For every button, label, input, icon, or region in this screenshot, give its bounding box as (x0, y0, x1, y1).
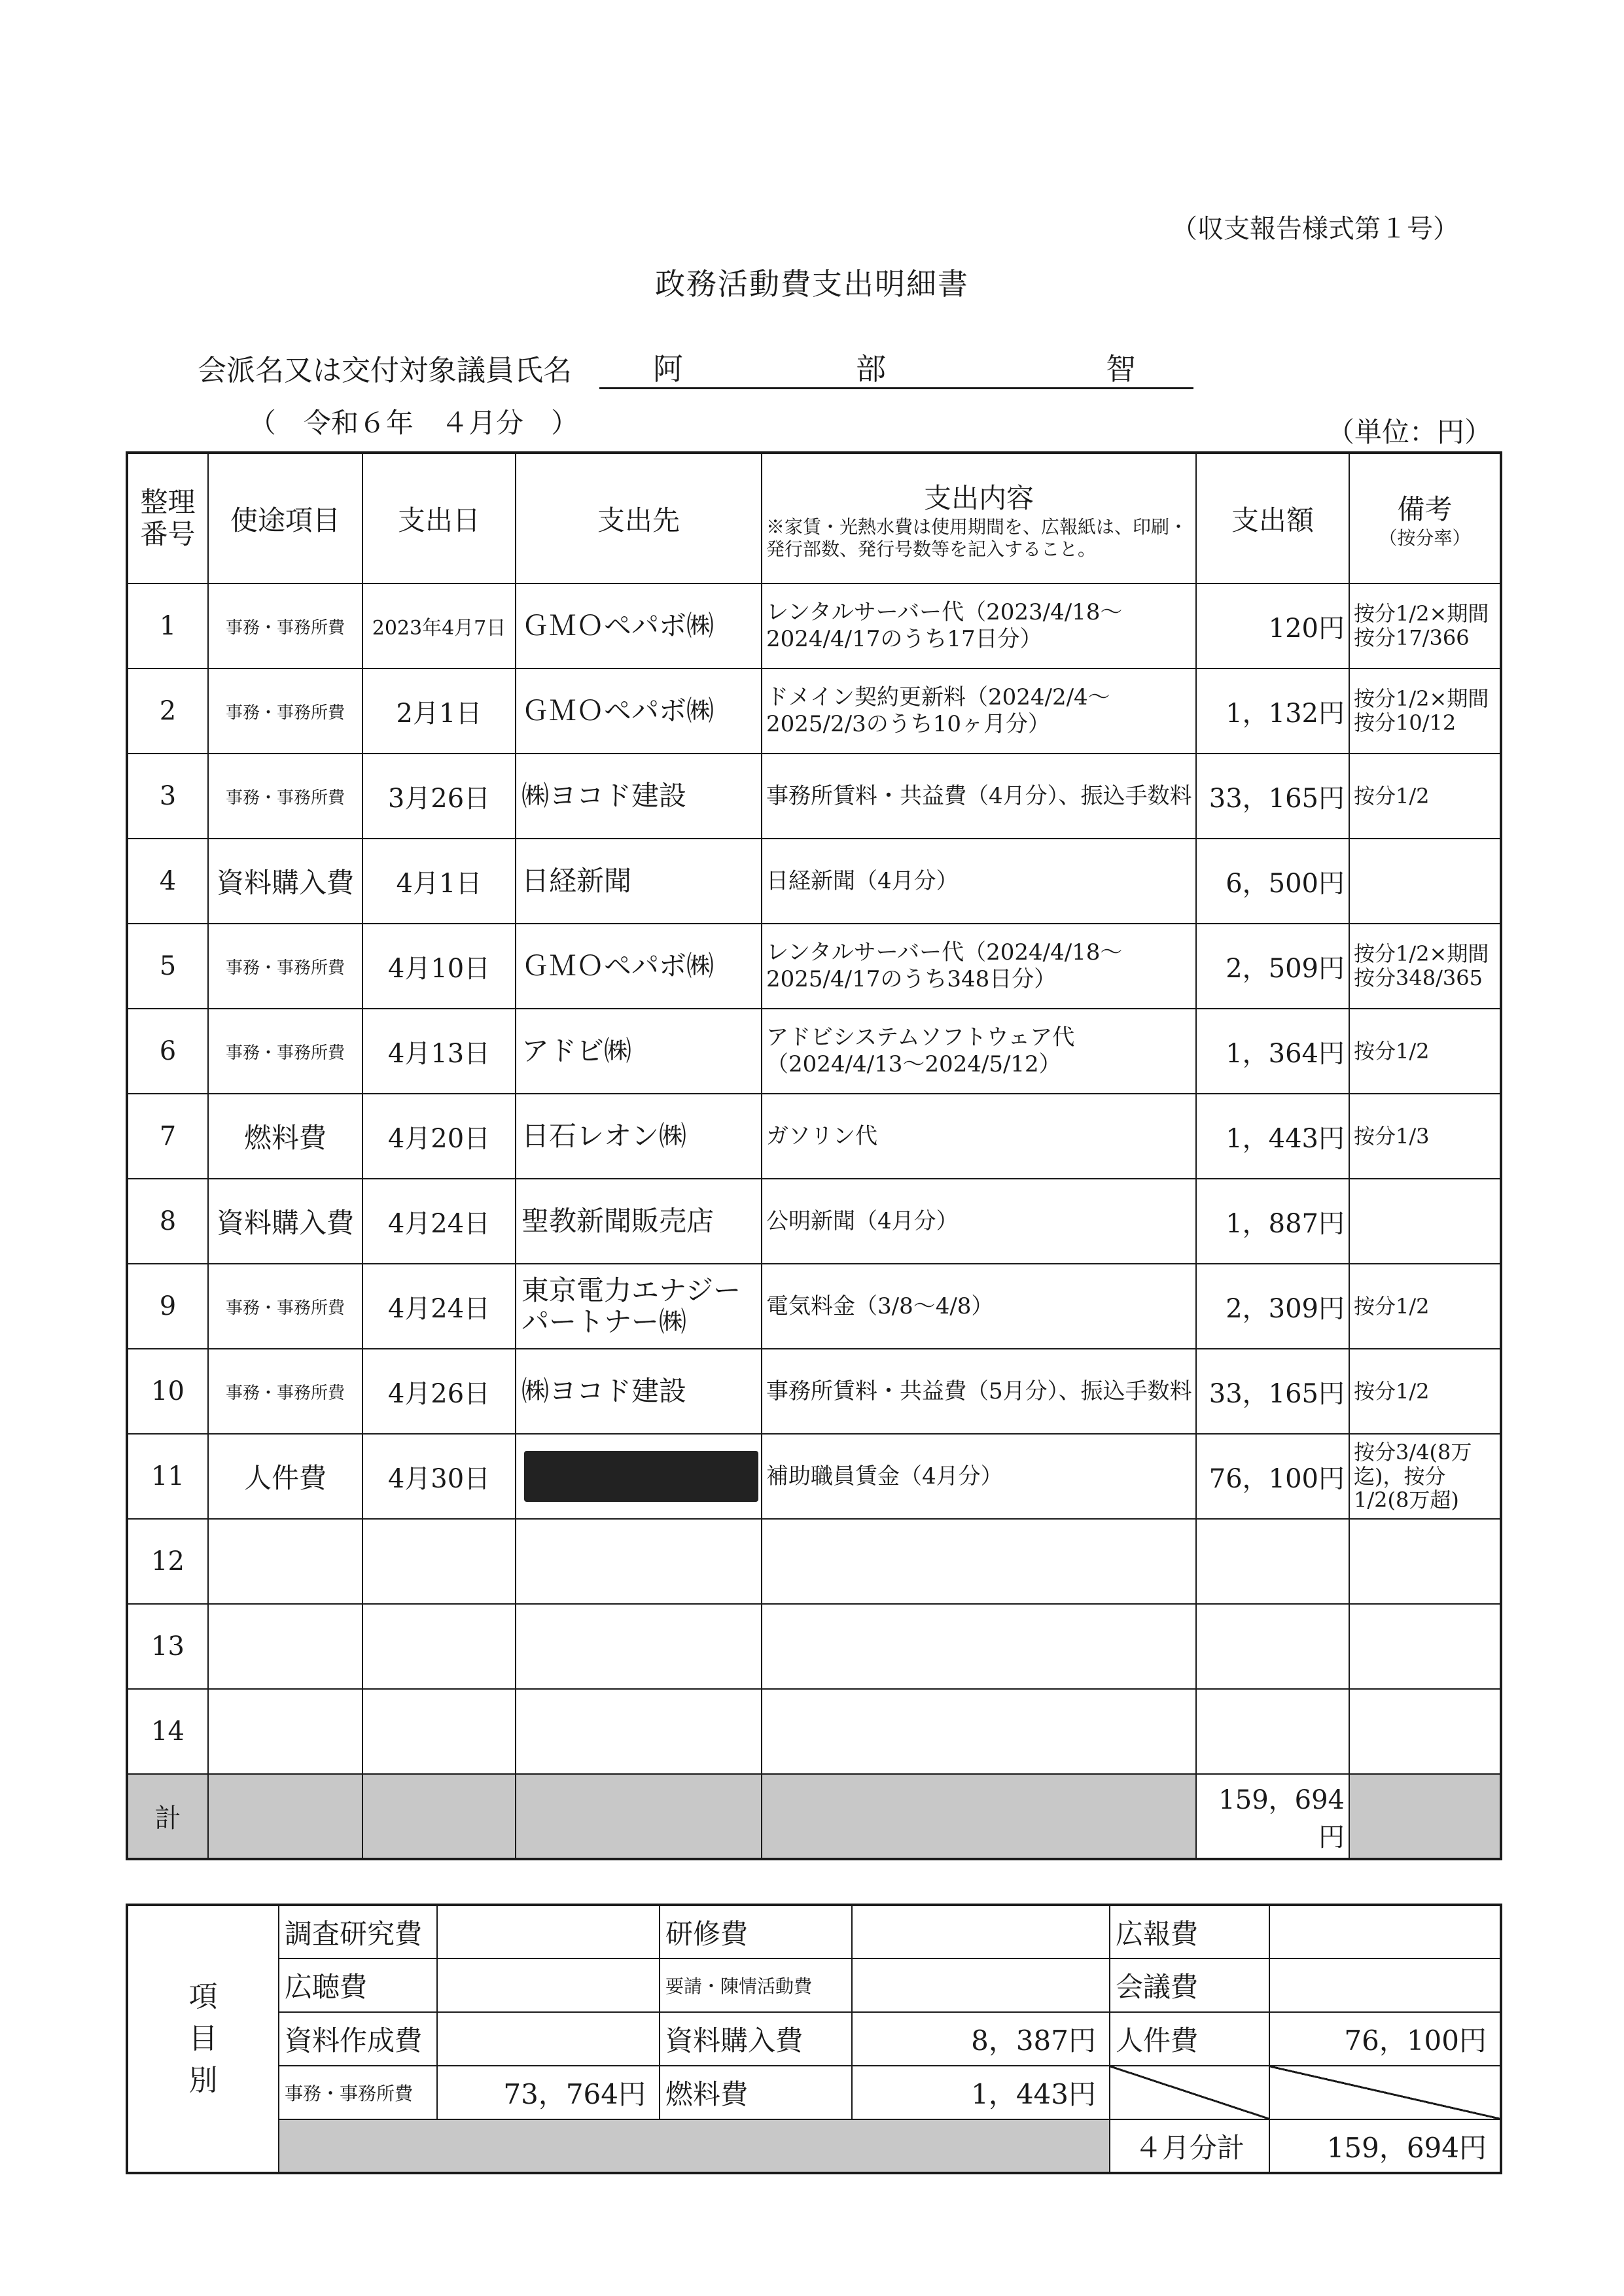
row-remarks: 按分1/2 (1349, 1264, 1501, 1349)
total-gray-cell (762, 1774, 1196, 1859)
row-date: 4月10日 (362, 924, 516, 1009)
cat-kocho-amount (437, 1958, 660, 2012)
member-name-char-2: 部 (856, 351, 886, 387)
row-remarks: 按分1/2×期間按分17/366 (1349, 583, 1501, 669)
row-date (362, 1519, 516, 1604)
row-no: 10 (127, 1349, 208, 1434)
row-amount: 1，364円 (1196, 1009, 1349, 1094)
row-payee: ㈱ヨコド建設 (516, 1349, 762, 1434)
row-amount: 1，132円 (1196, 669, 1349, 754)
row-purpose: 事務・事務所費 (208, 583, 362, 669)
table-row (127, 669, 1501, 754)
cat-shiryo-sakusei-amount (437, 2012, 660, 2066)
row-content: 公明新聞（4月分） (762, 1179, 1196, 1264)
row-payee (516, 1689, 762, 1774)
header-row (127, 453, 1501, 583)
row-amount (1196, 1689, 1349, 1774)
row-content: レンタルサーバー代（2023/4/18〜2024/4/17のうち17日分） (762, 583, 1196, 669)
category-side-label: 項目別 (127, 1905, 279, 2173)
row-content (762, 1519, 1196, 1604)
row-no: 1 (127, 583, 208, 669)
unit-label: （単位：円） (1327, 416, 1492, 448)
row-amount (1196, 1519, 1349, 1604)
row-amount: 6，500円 (1196, 839, 1349, 924)
row-date: 4月26日 (362, 1349, 516, 1434)
row-payee: ＧＭＯペパボ㈱ (516, 583, 762, 669)
row-amount: 2，509円 (1196, 924, 1349, 1009)
expense-table (126, 451, 1502, 1860)
cat-empty-slash-1 (1110, 2066, 1269, 2119)
header-content-note: ※家賃・光熱水費は使用期間を、広報紙は、印刷・発行部数、発行号数等を記入すること。 (766, 515, 1188, 560)
row-remarks (1349, 1689, 1501, 1774)
row-purpose: 資料購入費 (208, 1179, 362, 1264)
row-date: 4月20日 (362, 1094, 516, 1179)
cat-chosa-amount (437, 1905, 660, 1958)
cat-chosa-label: 調査研究費 (279, 1905, 437, 1958)
row-no: 2 (127, 669, 208, 754)
row-payee: 東京電力エナジーパートナー㈱ (516, 1264, 762, 1349)
cat-nenryo-amount: 1，443円 (852, 2066, 1110, 2119)
member-name-char-1: 阿 (653, 351, 683, 387)
row-date: 4月13日 (362, 1009, 516, 1094)
cat-kocho-label: 広聴費 (279, 1958, 437, 2012)
table-row (127, 924, 1501, 1009)
cat-shiryo-konyu-label: 資料購入費 (660, 2012, 852, 2066)
month-total-label: ４月分計 (1110, 2119, 1269, 2173)
header-content-title: 支出内容 (923, 481, 1034, 514)
row-payee (516, 1604, 762, 1689)
row-date (362, 1689, 516, 1774)
row-purpose: 資料購入費 (208, 839, 362, 924)
cat-nenryo-label: 燃料費 (660, 2066, 852, 2119)
row-remarks: 按分1/2×期間按分10/12 (1349, 669, 1501, 754)
row-no: 5 (127, 924, 208, 1009)
row-purpose (208, 1604, 362, 1689)
row-no: 3 (127, 754, 208, 839)
total-row (127, 1774, 1501, 1859)
header-no: 整理番号 (127, 453, 208, 583)
header-remarks-title: 備考 (1397, 493, 1453, 525)
row-content: ドメイン契約更新料（2024/2/4〜2025/2/3のうち10ヶ月分） (762, 669, 1196, 754)
form-number: （収支報告様式第１号） (1171, 214, 1459, 244)
cat-kenshu-label: 研修費 (660, 1905, 852, 1958)
row-amount: 1，443円 (1196, 1094, 1349, 1179)
cat-kenshu-amount (852, 1905, 1110, 1958)
total-label: 計 (127, 1774, 208, 1859)
table-row (127, 1519, 1501, 1604)
row-amount: 120円 (1196, 583, 1349, 669)
table-row (127, 1009, 1501, 1094)
table-row (127, 1604, 1501, 1689)
row-remarks: 按分3/4(8万迄)，按分1/2(8万超) (1349, 1434, 1501, 1519)
cat-yosei-label: 要請・陳情活動費 (660, 1958, 852, 2012)
row-date (362, 1604, 516, 1689)
row-no: 14 (127, 1689, 208, 1774)
total-gray-cell (1349, 1774, 1501, 1859)
row-payee: ＧＭＯペパボ㈱ (516, 669, 762, 754)
row-remarks (1349, 1604, 1501, 1689)
table-row (127, 754, 1501, 839)
cat-shiryo-konyu-amount: 8，387円 (852, 2012, 1110, 2066)
row-payee: 日経新聞 (516, 839, 762, 924)
row-purpose: 事務・事務所費 (208, 1009, 362, 1094)
total-gray-cell (208, 1774, 362, 1859)
row-date: 4月30日 (362, 1434, 516, 1519)
row-purpose: 事務・事務所費 (208, 1349, 362, 1434)
header-amount: 支出額 (1196, 453, 1349, 583)
month-total-amount: 159，694円 (1269, 2119, 1501, 2173)
table-row (127, 1349, 1501, 1434)
table-row (127, 1179, 1501, 1264)
table-row (127, 839, 1501, 924)
row-date: 4月1日 (362, 839, 516, 924)
cat-shiryo-sakusei-label: 資料作成費 (279, 2012, 437, 2066)
row-remarks: 按分1/2 (1349, 754, 1501, 839)
row-content: アドビシステムソフトウェア代（2024/4/13〜2024/5/12） (762, 1009, 1196, 1094)
table-row (127, 1264, 1501, 1349)
row-amount: 33，165円 (1196, 1349, 1349, 1434)
row-purpose: 事務・事務所費 (208, 669, 362, 754)
row-no: 13 (127, 1604, 208, 1689)
table-row (127, 1094, 1501, 1179)
cat-koho-label: 広報費 (1110, 1905, 1269, 1958)
row-remarks: 按分1/2 (1349, 1009, 1501, 1094)
row-remarks: 按分1/3 (1349, 1094, 1501, 1179)
row-purpose (208, 1689, 362, 1774)
row-amount: 33，165円 (1196, 754, 1349, 839)
cat-empty-slash-2 (1269, 2066, 1501, 2119)
total-gray-cell (516, 1774, 762, 1859)
header-payee: 支出先 (516, 453, 762, 583)
report-period: （ 令和６年 ４月分 ） (249, 407, 579, 439)
row-payee (516, 1519, 762, 1604)
table-row (127, 1434, 1501, 1519)
cat-kaigi-label: 会議費 (1110, 1958, 1269, 2012)
cat-jinken-label: 人件費 (1110, 2012, 1269, 2066)
row-amount: 2，309円 (1196, 1264, 1349, 1349)
row-no: 7 (127, 1094, 208, 1179)
row-amount: 1，887円 (1196, 1179, 1349, 1264)
row-content: 日経新聞（4月分） (762, 839, 1196, 924)
row-date: 3月26日 (362, 754, 516, 839)
row-no: 6 (127, 1009, 208, 1094)
row-payee: 日石レオン㈱ (516, 1094, 762, 1179)
row-payee: ＧＭＯペパボ㈱ (516, 924, 762, 1009)
row-purpose: 燃料費 (208, 1094, 362, 1179)
row-date: 4月24日 (362, 1264, 516, 1349)
cat-koho-amount (1269, 1905, 1501, 1958)
row-payee: アドビ㈱ (516, 1009, 762, 1094)
row-content: ガソリン代 (762, 1094, 1196, 1179)
header-purpose: 使途項目 (208, 453, 362, 583)
row-purpose: 人件費 (208, 1434, 362, 1519)
row-content: 事務所賃料・共益費（4月分）、振込手数料 (762, 754, 1196, 839)
row-date: 4月24日 (362, 1179, 516, 1264)
header-date: 支出日 (362, 453, 516, 583)
member-name-char-3: 智 (1106, 351, 1136, 387)
row-no: 8 (127, 1179, 208, 1264)
row-remarks (1349, 1179, 1501, 1264)
row-no: 12 (127, 1519, 208, 1604)
row-payee: 聖教新聞販売店 (516, 1179, 762, 1264)
cat-jinken-amount: 76，100円 (1269, 2012, 1501, 2066)
header-remarks (1349, 453, 1501, 583)
document-title: 政務活動費支出明細書 (655, 266, 969, 302)
row-remarks (1349, 1519, 1501, 1604)
total-amount: 159，694円 (1196, 1774, 1349, 1859)
redacted-block (524, 1451, 758, 1502)
cat-jimusho-amount: 73，764円 (437, 2066, 660, 2119)
table-row (127, 1689, 1501, 1774)
row-purpose: 事務・事務所費 (208, 1264, 362, 1349)
row-amount (1196, 1604, 1349, 1689)
row-remarks (1349, 839, 1501, 924)
row-no: 4 (127, 839, 208, 924)
row-purpose: 事務・事務所費 (208, 754, 362, 839)
row-date: 2023年4月7日 (362, 583, 516, 669)
row-content: 電気料金（3/8〜4/8） (762, 1264, 1196, 1349)
row-no: 9 (127, 1264, 208, 1349)
row-payee: ㈱ヨコド建設 (516, 754, 762, 839)
row-payee (516, 1434, 762, 1519)
row-content (762, 1689, 1196, 1774)
total-gray-cell (362, 1774, 516, 1859)
row-content (762, 1604, 1196, 1689)
row-no: 11 (127, 1434, 208, 1519)
member-label: 会派名又は交付対象議員氏名 (198, 354, 572, 387)
row-purpose: 事務・事務所費 (208, 924, 362, 1009)
row-content: レンタルサーバー代（2024/4/18〜2025/4/17のうち348日分） (762, 924, 1196, 1009)
header-content (762, 453, 1196, 583)
row-date: 2月1日 (362, 669, 516, 754)
cat-yosei-amount (852, 1958, 1110, 2012)
cat-kaigi-amount (1269, 1958, 1501, 2012)
cat-gray-filler (279, 2119, 1110, 2173)
cat-jimusho-label: 事務・事務所費 (279, 2066, 437, 2119)
row-remarks: 按分1/2×期間按分348/365 (1349, 924, 1501, 1009)
row-purpose (208, 1519, 362, 1604)
row-content: 補助職員賃金（4月分） (762, 1434, 1196, 1519)
member-name-underline (599, 387, 1193, 389)
row-content: 事務所賃料・共益費（5月分）、振込手数料 (762, 1349, 1196, 1434)
category-summary-table (126, 1904, 1502, 2174)
row-remarks: 按分1/2 (1349, 1349, 1501, 1434)
header-remarks-sub: （按分率） (1379, 527, 1471, 549)
table-row (127, 583, 1501, 669)
row-amount: 76，100円 (1196, 1434, 1349, 1519)
